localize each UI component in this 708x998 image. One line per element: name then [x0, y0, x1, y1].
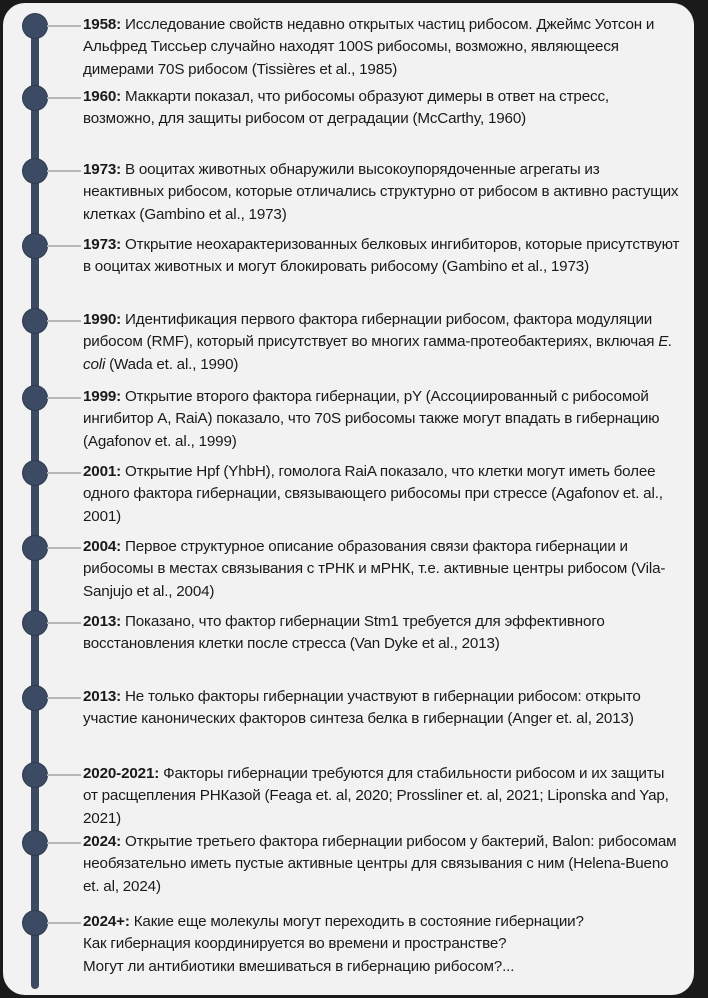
timeline-event-description: Какие еще молекулы могут переходить в состояние гибернации? Как гибернация координируется во времени и пространстве? Могут ли антибиотики вмешиваться в гибернацию рибосом?...: [83, 913, 584, 975]
timeline-dot-icon: [23, 461, 47, 485]
timeline-event-description: Открытие третьего фактора гибернации рибосом у бактерий, Balon: рибосомам необязательно иметь пустые активные центры для связывания с ним (Helena-Bueno et. al, 2024): [83, 833, 677, 895]
timeline-connector-line: [47, 97, 81, 99]
timeline-dot-icon: [23, 831, 47, 855]
timeline-event-year: 1990:: [83, 311, 122, 328]
timeline-dot-icon: [23, 686, 47, 710]
timeline-event-text: [83, 911, 680, 978]
timeline-connector-line: [47, 397, 81, 399]
timeline-connector-line: [47, 25, 81, 27]
timeline-event-year: 2001:: [83, 463, 122, 480]
timeline-dot-icon: [23, 611, 47, 635]
timeline-event-year: 2013:: [83, 613, 122, 630]
timeline-event-text: [83, 686, 680, 731]
timeline-event-description: Открытие неохарактеризованных белковых ингибиторов, которые присутствуют в ооцитах животных и могут блокировать рибосому (Gambino et al., 1973): [83, 236, 680, 276]
timeline-event-year: 1960:: [83, 88, 122, 105]
timeline-connector-line: [47, 320, 81, 322]
timeline-event-description: В ооцитах животных обнаружили высокоупорядоченные агрегаты из неактивных рибосом, которые отличались структурно от рибосом в активно растущих клетках (Gambino et al., 1973): [83, 161, 679, 223]
timeline-event-description: Маккарти показал, что рибосомы образуют димеры в ответ на стресс, возможно, для защиты рибосом от деградации (McCarthy, 1960): [83, 88, 609, 128]
timeline-event-year: 2024:: [83, 833, 122, 850]
timeline-dot-icon: [23, 386, 47, 410]
timeline-event-text: [83, 611, 680, 656]
timeline-event-year: 2024+:: [83, 913, 130, 930]
timeline-event-text: [83, 234, 680, 279]
timeline-card: [3, 3, 694, 995]
species-name-italic: E. coli: [83, 333, 673, 373]
timeline-connector-line: [47, 922, 81, 924]
timeline-event-text: [83, 386, 680, 453]
timeline-event-year: 1973:: [83, 236, 122, 253]
timeline-events-list: [3, 3, 694, 995]
timeline-event-description: Факторы гибернации требуются для стабильности рибосом и их защиты от расщепления РНКазой (Feaga et. al, 2020; Prossliner et. al, 2021; Liponska and Yap, 2021): [83, 765, 669, 827]
timeline-event-year: 2004:: [83, 538, 122, 555]
timeline-event-text: [83, 461, 680, 528]
timeline-dot-icon: [23, 763, 47, 787]
timeline-event-description: Не только факторы гибернации участвуют в гибернации рибосом: открыто участие канонических факторов синтеза белка в гибернации (Anger et. al, 2013): [83, 688, 641, 728]
timeline-event-text: [83, 14, 680, 81]
timeline-connector-line: [47, 472, 81, 474]
timeline-connector-line: [47, 697, 81, 699]
timeline-event-description: Показано, что фактор гибернации Stm1 требуется для эффективного восстановления клетки после стресса (Van Dyke et al., 2013): [83, 613, 605, 653]
timeline-dot-icon: [23, 911, 47, 935]
timeline-event-description: Открытие Hpf (YhbH), гомолога RaiA показало, что клетки могут иметь более одного фактора гибернации, связывающего рибосомы при стрессе (Agafonov et. al., 2001): [83, 463, 663, 525]
timeline-event-text: [83, 763, 680, 830]
timeline-connector-line: [47, 547, 81, 549]
timeline-event-text: [83, 159, 680, 226]
timeline-event-year: 2013:: [83, 688, 122, 705]
timeline-dot-icon: [23, 536, 47, 560]
timeline-event-year: 1958:: [83, 16, 122, 33]
timeline-connector-line: [47, 170, 81, 172]
timeline-dot-icon: [23, 86, 47, 110]
timeline-connector-line: [47, 245, 81, 247]
timeline-dot-icon: [23, 309, 47, 333]
timeline-event-text: [83, 309, 680, 376]
timeline-dot-icon: [23, 14, 47, 38]
timeline-event-description: Первое структурное описание образования связи фактора гибернации и рибосомы в местах связывания с тРНК и мРНК, т.е. активные центры рибосом (Vila-Sanjujo et al., 2004): [83, 538, 666, 600]
timeline-event-description: Идентификация первого фактора гибернации рибосом, фактора модуляции рибосом (RMF), который присутствует во многих гамма-протеобактериях, включая: [83, 311, 659, 351]
timeline-event-year: 1999:: [83, 388, 122, 405]
timeline-dot-icon: [23, 234, 47, 258]
timeline-dot-icon: [23, 159, 47, 183]
timeline-event-description-tail: (Wada et. al., 1990): [105, 355, 239, 373]
timeline-connector-line: [47, 842, 81, 844]
timeline-event-description: Исследование свойств недавно открытых частиц рибосом. Джеймс Уотсон и Альфред Тиссьер случайно находят 100S рибосомы, возможно, являющееся димерами 70S рибосом (Tissières et al., 1985): [83, 16, 655, 78]
timeline-event-text: [83, 831, 680, 898]
timeline-event-description: Открытие второго фактора гибернации, pY (Ассоциированный с рибосомой ингибитор A, RaiA) показало, что 70S рибосомы также могут впадать в гибернацию (Agafonov et. al., 1999): [83, 388, 660, 450]
timeline-connector-line: [47, 774, 81, 776]
timeline-event-year: 1973:: [83, 161, 122, 178]
timeline-event-year: 2020-2021:: [83, 765, 160, 782]
timeline-event-text: [83, 536, 680, 603]
timeline-event-text: [83, 86, 680, 131]
timeline-connector-line: [47, 622, 81, 624]
